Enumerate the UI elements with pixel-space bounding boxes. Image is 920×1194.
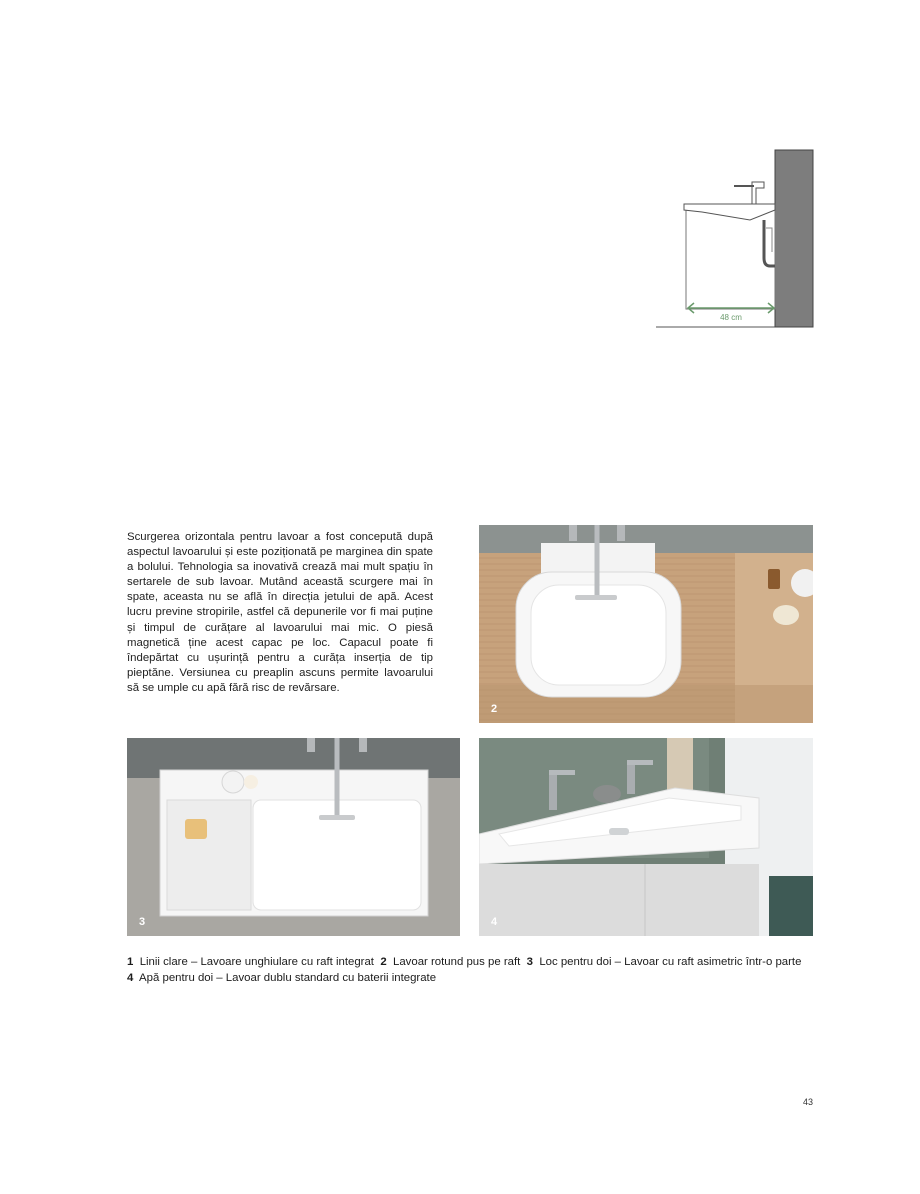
caption-text: Linii clare – Lavoare unghiulare cu raft integrat — [139, 956, 374, 968]
wall-shape — [775, 150, 813, 327]
photo-number: 3 — [139, 916, 146, 928]
caption-text: Lavoar rotund pus pe raft — [393, 956, 521, 968]
dimension-label: 48 cm — [720, 313, 742, 322]
photo-2-round-basin — [479, 525, 813, 723]
photo-number: 2 — [491, 703, 498, 715]
caption-number: 1 — [127, 956, 134, 968]
caption-number: 2 — [380, 956, 387, 968]
body-paragraph: Scurgerea orizontala pentru lavoar a fost concepută după aspectul lavoarului și este poziționată pe marginea din spate a bolului. Tehnologia sa inovativă crează mai mult spațiu în sertarele de sub lavoar. Mutând această scurgere mai în spate, aceasta nu se află în direcția jetului de apă. Acest lucru previne stropirile, astfel că depunerile vor fi mai puține și timpul de curățare al lavoarului mai mic. O piesă magnetică ține acest capac pe loc. Capacul poate fi îndepărtat cu ușurință pentru a curăța inserția de tip pieptăne. Versiunea cu preaplin ascuns permite lavoarului să se umple cu apă fără risc de revărsare. — [127, 531, 433, 694]
caption-number: 3 — [526, 956, 533, 968]
photo-caption — [127, 954, 817, 986]
caption-text: Apă pentru doi – Lavoar dublu standard cu baterii integrate — [139, 972, 437, 984]
photo-4-double-basin — [479, 738, 813, 936]
installation-diagram — [652, 148, 818, 332]
caption-number: 4 — [127, 972, 134, 984]
photo-3-asymmetric-basin — [127, 738, 460, 936]
page-number: 43 — [802, 1097, 813, 1107]
vanity-cabinet-shape — [686, 207, 775, 309]
caption-text: Loc pentru doi – Lavoar cu raft asimetric într-o parte — [539, 956, 802, 968]
photo-number: 4 — [491, 916, 498, 928]
